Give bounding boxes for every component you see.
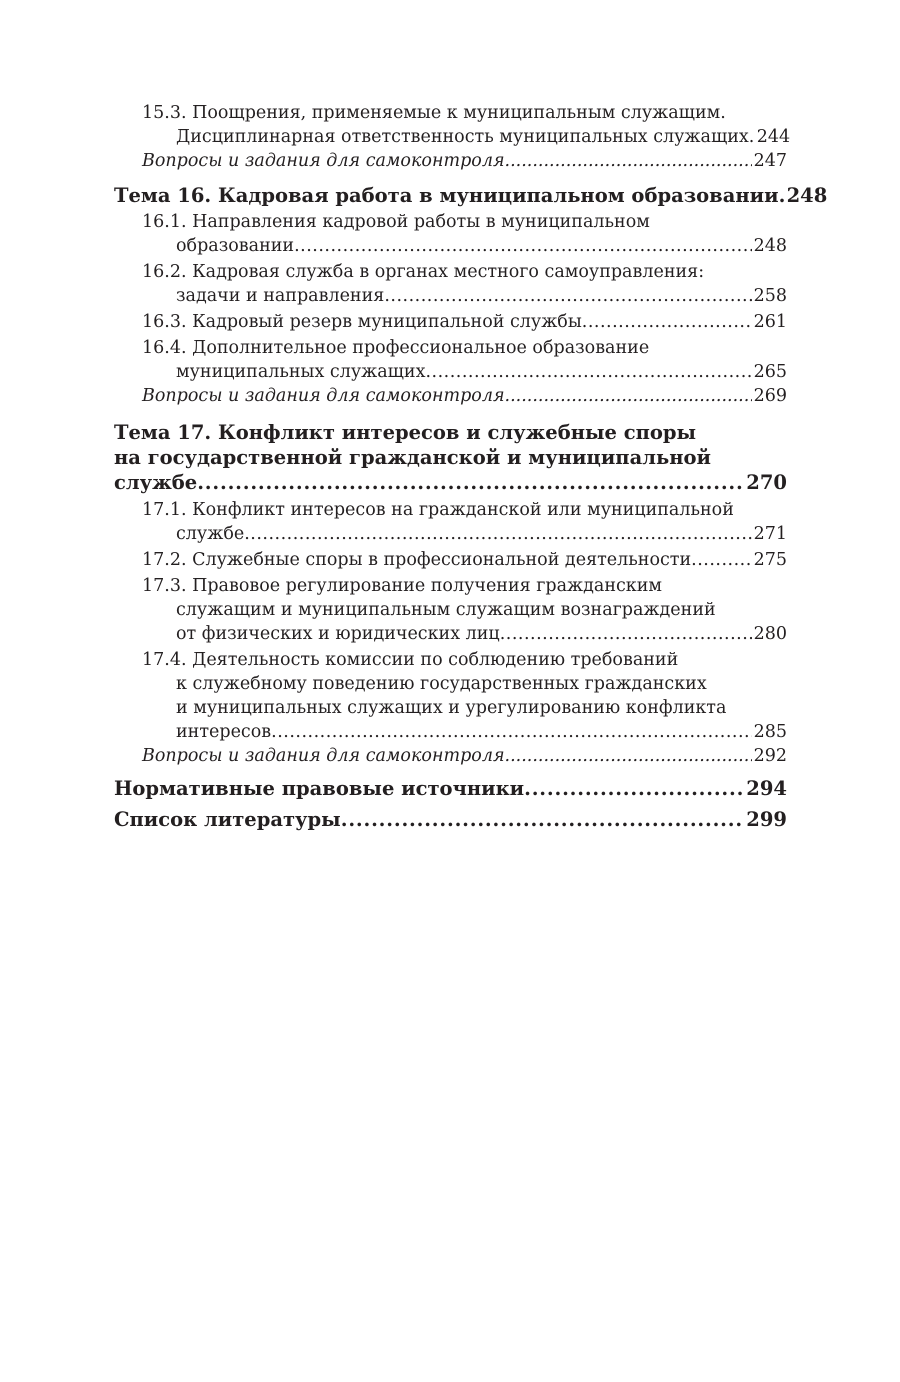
toc-section-title-cont: Дисциплинарная ответственность муниципальных служащих <box>176 127 749 147</box>
page-number: 269 <box>753 386 787 406</box>
toc-section-15-3[interactable] <box>114 101 791 149</box>
toc-questions-title: Вопросы и задания для самоконтроля <box>142 151 505 171</box>
leader-dots <box>384 284 751 308</box>
toc-section-title-cont: муниципальных служащих <box>176 362 426 382</box>
toc-section-title: 17.1. Конфликт интересов на гражданской или муниципальной <box>142 500 734 520</box>
page-number: 292 <box>753 746 787 766</box>
table-of-contents <box>114 101 828 832</box>
toc-section-title: 17.4. Деятельность комиссии по соблюдению требований <box>142 650 679 670</box>
toc-topic-title-cont: службе <box>114 471 198 494</box>
toc-section-title: 17.3. Правовое регулирование получения гражданским <box>142 576 663 596</box>
toc-questions-16[interactable] <box>114 384 787 408</box>
leader-dots <box>691 548 751 572</box>
toc-topic-title-cont: на государственной гражданской и муниципальной <box>114 446 711 469</box>
leader-dots <box>524 776 744 801</box>
toc-section-16-1[interactable] <box>114 210 787 258</box>
page-number: 275 <box>753 550 787 570</box>
page-number: 248 <box>786 184 828 207</box>
page-number: 247 <box>753 151 787 171</box>
toc-section-16-3[interactable] <box>114 310 787 334</box>
leader-dots <box>294 234 752 258</box>
page-number: 244 <box>756 127 791 147</box>
toc-section-17-1[interactable] <box>114 498 787 546</box>
toc-section-16-4[interactable] <box>114 336 787 384</box>
page-number: 299 <box>746 808 787 831</box>
toc-section-title: 16.3. Кадровый резерв муниципальной службы <box>142 312 582 332</box>
toc-section-title-cont: образовании <box>176 236 295 256</box>
toc-literature[interactable] <box>114 807 787 832</box>
leader-dots <box>500 622 752 646</box>
toc-section-17-3[interactable] <box>114 574 787 646</box>
toc-section-title-cont: задачи и направления <box>176 286 385 306</box>
toc-topic-title: Тема 16. Кадровая работа в муниципальном образовании <box>114 184 779 207</box>
leader-dots <box>271 720 751 744</box>
page-number: 271 <box>753 524 787 544</box>
toc-section-title: 16.1. Направления кадровой работы в муниципальном <box>142 212 650 232</box>
toc-questions-title: Вопросы и задания для самоконтроля <box>142 386 505 406</box>
toc-topic-title: Нормативные правовые источники <box>114 777 525 800</box>
leader-dots <box>505 744 752 768</box>
toc-section-title-cont: служащим и муниципальным служащим вознаграждений <box>176 600 716 620</box>
toc-section-title-cont: службе <box>176 524 245 544</box>
toc-topic-17[interactable] <box>114 420 787 495</box>
toc-section-title: 15.3. Поощрения, применяемые к муниципальным служащим. <box>142 103 726 123</box>
page-number: 265 <box>753 362 787 382</box>
toc-questions-17[interactable] <box>114 744 787 768</box>
page-number: 258 <box>753 286 787 306</box>
toc-questions-title: Вопросы и задания для самоконтроля <box>142 746 505 766</box>
toc-topic-title: Тема 17. Конфликт интересов и служебные споры <box>114 421 697 444</box>
toc-section-17-4[interactable] <box>114 648 787 744</box>
leader-dots <box>341 807 745 832</box>
toc-section-title: 16.2. Кадровая служба в органах местного самоуправления: <box>142 262 705 282</box>
toc-questions-15[interactable] <box>114 149 787 173</box>
leader-dots <box>244 522 751 546</box>
toc-section-17-2[interactable] <box>114 548 787 572</box>
toc-section-title: 17.2. Служебные споры в профессиональной деятельности <box>142 550 692 570</box>
toc-section-title-cont: интересов <box>176 722 272 742</box>
toc-topic-16[interactable] <box>114 183 828 208</box>
leader-dots <box>425 360 751 384</box>
toc-section-16-2[interactable] <box>114 260 787 308</box>
page-number: 248 <box>753 236 787 256</box>
leader-dots <box>197 470 744 495</box>
leader-dots <box>582 310 752 334</box>
page-number: 285 <box>753 722 787 742</box>
leader-dots <box>505 149 752 173</box>
page-number: 270 <box>746 471 787 494</box>
leader-dots <box>505 384 752 408</box>
page-number: 294 <box>746 777 787 800</box>
toc-topic-title: Список литературы <box>114 808 341 831</box>
toc-section-title-cont: к служебному поведению государственных гражданских <box>176 674 707 694</box>
toc-normative-sources[interactable] <box>114 776 787 801</box>
page-number: 280 <box>753 624 787 644</box>
toc-section-title-cont: от физических и юридических лиц <box>176 624 500 644</box>
toc-section-title-cont: и муниципальных служащих и урегулированию конфликта <box>176 698 727 718</box>
toc-section-title: 16.4. Дополнительное профессиональное образование <box>142 338 650 358</box>
page-number: 261 <box>753 312 787 332</box>
